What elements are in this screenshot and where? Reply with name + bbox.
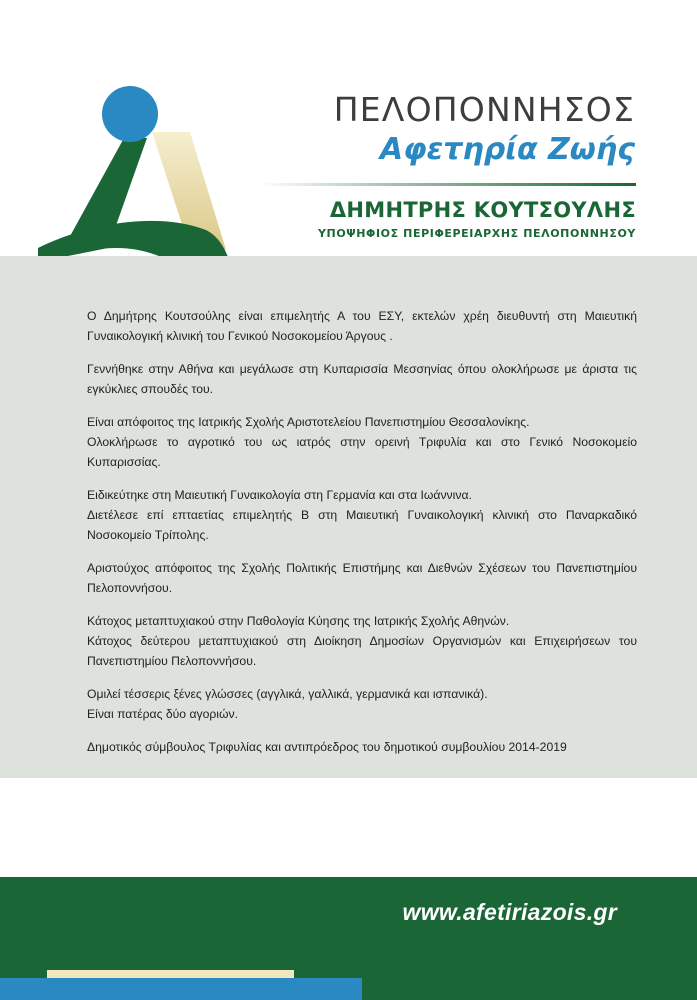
candidate-role: ΥΠΟΨΗΦΙΟΣ ΠΕΡΙΦΕΡΕΙΑΡΧΗΣ ΠΕΛΟΠΟΝΝΗΣΟΥ bbox=[317, 227, 636, 240]
website-link[interactable]: www.afetiriazois.gr bbox=[402, 899, 617, 925]
bio-line: Γεννήθηκε στην Αθήνα και μεγάλωσε στη Κυπαρισσία Μεσσηνίας όπου ολοκλήρωσε με άριστα τις εγκύκλιες σπουδές του. bbox=[87, 362, 637, 396]
bio-line: Κάτοχος δεύτερου μεταπτυχιακού στη Διοίκηση Δημοσίων Οργανισμών και Επιχειρήσεων του Πανεπιστημίου Πελοποννήσου. bbox=[87, 634, 637, 668]
bio-line: Ειδικεύτηκε στη Μαιευτική Γυναικολογία στη Γερμανία και στα Ιωάννινα. bbox=[87, 488, 472, 502]
bio-line: Είναι πατέρας δύο αγοριών. bbox=[87, 707, 239, 721]
bio-paragraph bbox=[87, 359, 637, 399]
bio-paragraph bbox=[87, 558, 637, 598]
bio-paragraph bbox=[87, 485, 637, 545]
brand-divider bbox=[260, 183, 636, 186]
bio-paragraph bbox=[87, 684, 637, 724]
footer-blue-stripe bbox=[0, 978, 362, 1000]
bio-text bbox=[87, 306, 637, 770]
bio-line: Κάτοχος μεταπτυχιακού στην Παθολογία Κύησης της Ιατρικής Σχολής Αθηνών. bbox=[87, 614, 510, 628]
bio-line: Αριστούχος απόφοιτος της Σχολής Πολιτικής Επιστήμης και Διεθνών Σχέσεων του Πανεπιστημίου Πελοποννήσου. bbox=[87, 561, 637, 595]
bio-line: Δημοτικός σύμβουλος Τριφυλίας και αντιπρόεδρος του δημοτικού συμβουλίου 2014-2019 bbox=[87, 740, 567, 754]
footer-band bbox=[0, 877, 697, 1000]
brand-subtitle: Αφετηρία Ζωής bbox=[379, 132, 635, 167]
bio-line: Ολοκλήρωσε το αγροτικό του ως ιατρός στην ορεινή Τριφυλία και στο Γενικό Νοσοκομείο Κυπαρισσίας. bbox=[87, 435, 637, 469]
bio-line: Ομιλεί τέσσερις ξένες γλώσσες (αγγλικά, γαλλικά, γερμανικά και ισπανικά). bbox=[87, 687, 488, 701]
logo-blue-circle bbox=[102, 86, 158, 142]
candidate-name: ΔΗΜΗΤΡΗΣ ΚΟΥΤΣΟΥΛΗΣ bbox=[329, 198, 636, 222]
bio-paragraph bbox=[87, 412, 637, 472]
footer-cream-stripe bbox=[47, 970, 294, 978]
bio-line: Διετέλεσε επί επταετίας επιμελητής Β στη Μαιευτική Γυναικολογική κλινική στο Παναρκαδικό Νοσοκομείο Τρίπολης. bbox=[87, 508, 637, 542]
bio-line: Ο Δημήτρης Κουτσούλης είναι επιμελητής Α του ΕΣΥ, εκτελών χρέη διευθυντή στη Μαιευτική Γυναικολογική κλινική του Γενικού Νοσοκομείου Άργους . bbox=[87, 309, 637, 343]
brand-title: ΠΕΛΟΠΟΝΝΗΣΟΣ bbox=[333, 90, 635, 129]
bio-line: Είναι απόφοιτος της Ιατρικής Σχολής Αριστοτελείου Πανεπιστημίου Θεσσαλονίκης. bbox=[87, 415, 530, 429]
bio-paragraph bbox=[87, 737, 637, 757]
bio-paragraph bbox=[87, 611, 637, 671]
bio-paragraph bbox=[87, 306, 637, 346]
